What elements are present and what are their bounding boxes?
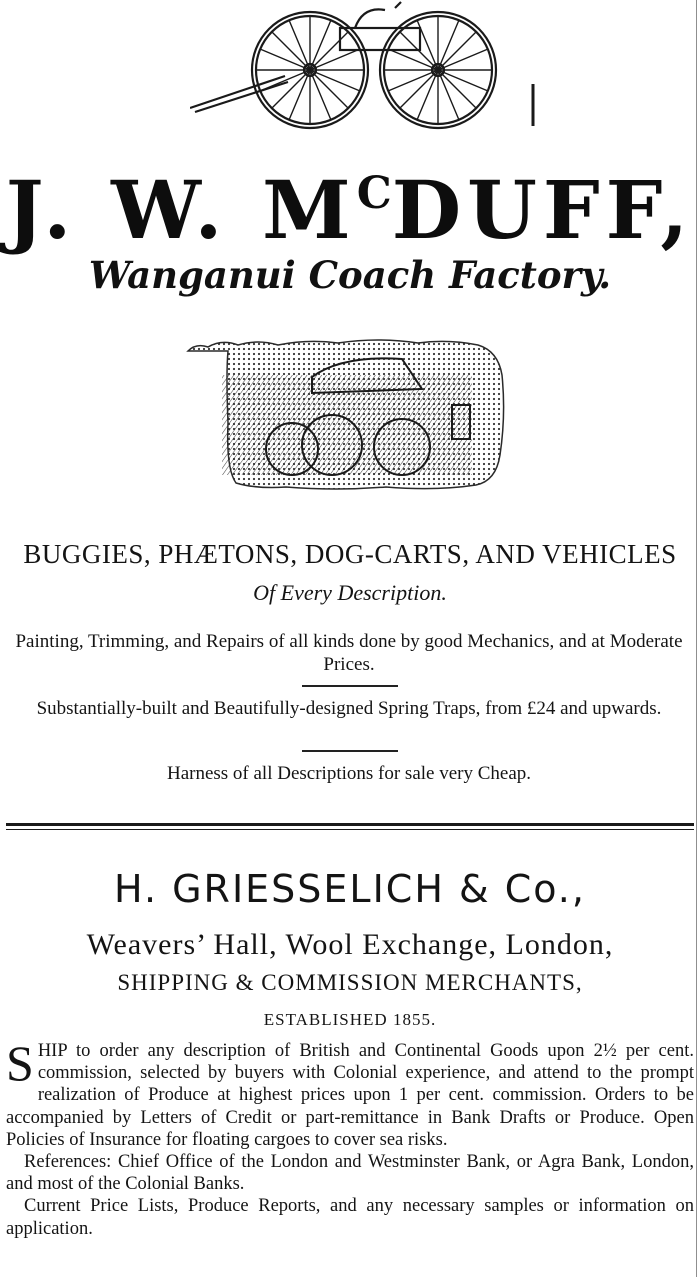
painting-repairs-text: Painting, Trimming, and Repairs of all kinds done by good Mechanics, and at Moderate Prices.	[15, 631, 683, 675]
spring-traps-text: Substantially-built and Beautifully-designed Spring Traps, from £24 and upwards.	[36, 698, 662, 719]
every-description-line: Of Every Description.	[253, 580, 447, 605]
firm-name: H. GRIESSELICH & Co.,	[114, 867, 586, 911]
divider-rule	[302, 750, 398, 752]
advert-body	[6, 1035, 694, 1240]
body-paragraph-references: References: Chief Office of the London and Westminster Bank, or Agra Bank, London, and most of the Colonial Banks.	[6, 1152, 694, 1195]
vehicles-headline: BUGGIES, PHÆTONS, DOG-CARTS, AND VEHICLES	[23, 539, 677, 569]
firm-trade: SHIPPING & COMMISSION MERCHANTS,	[117, 970, 583, 995]
body-paragraph-ship: SHIP to order any description of British and Continental Goods upon 2½ per cent. commission, selected by buyers with Colonial experience, and attend to the prompt realization of Produce at highest prices upon 1 per cent. commission. Orders to be accompanied by Letters of Credit or part-remittance in Bank Drafts or Produce. Open Policies of Insurance for floating cargoes to cover sea risks.	[6, 1035, 694, 1150]
harness-text: Harness of all Descriptions for sale very Cheap.	[166, 763, 532, 784]
body-paragraph-price-lists: Current Price Lists, Produce Reports, and any necessary samples or information on application.	[6, 1196, 694, 1239]
advert-separator-thin	[6, 829, 694, 830]
advert-separator-thick	[6, 823, 694, 826]
firm-address: Weavers’ Hall, Wool Exchange, London,	[86, 928, 614, 961]
proprietor-name: J. W. $M^CDUFF$,	[5, 163, 695, 257]
buggy-illustration	[190, 0, 540, 140]
established-line: ESTABLISHED 1855.	[263, 1010, 437, 1029]
drop-cap: S	[6, 1035, 34, 1091]
business-name: Wanganui Coach Factory.	[88, 253, 612, 297]
divider-rule	[302, 685, 398, 687]
carriage-engraving	[182, 337, 512, 497]
